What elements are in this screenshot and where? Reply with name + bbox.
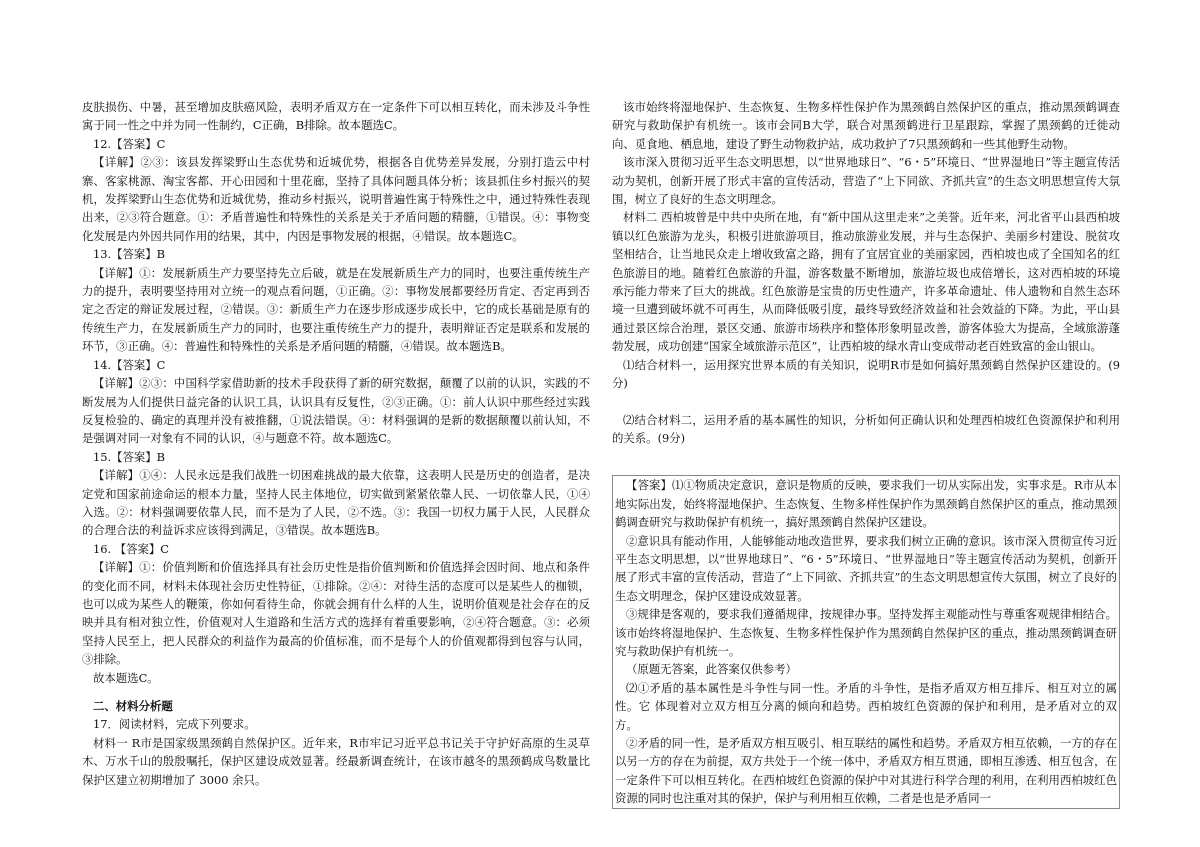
material1-paragraph-2: 该市始终将湿地保护、生态恢复、生物多样性保护作为黑颈鹤自然保护区的重点，推动黑颈鹤调查研究与救助保护有机统一。该市会同B大学，联合对黑颈鹤进行卫星跟踪，掌握了黑颈鹤的迁徙动向、觅食地、栖息地，建设了野生动物救护站，成功救护了7只黑颈鹤和一些其他野生动物。: [612, 100, 1120, 151]
answer-space: [612, 393, 1120, 411]
material1-paragraph-1: 材料一 R市是国家级黑颈鹤自然保护区。近年来，R市牢记习近平总书记关于守护好高原的生灵草木、万水千山的殷殷嘱托，保护区建设成效显著。经最新调查统计，在该市越冬的黑颈鹤成鸟数量比保护区建立初期增加了 3000 余只。: [82, 735, 590, 787]
q13-answer: 13.【答案】B: [93, 247, 166, 262]
q12-answer: 12.【答案】C: [93, 136, 166, 151]
right-column: [612, 98, 1120, 809]
answer-note: （原题无答案，此答案仅供参考）: [626, 662, 797, 677]
q15-detail: 【详解】①④：人民永远是我们战胜一切困难挑战的最大依靠，这表明人民是历史的创造者，是决定党和国家前途命运的根本力量，坚持人民主体地位，切实做到紧紧依靠人民、一切依靠人民，①④入选。②：材料强调要依靠人民，而不是为了人民，②不选。③：我国一切权力属于人民，人民群众的合理合法的利益诉求应该得到满足，③错误。故本题选B。: [82, 468, 590, 538]
q16-answer: 16. 【答案】C: [93, 541, 170, 556]
q16-detail: 【详解】①：价值判断和价值选择具有社会历史性是指价值判断和价值选择会因时间、地点和条件的变化而不同，材料未体现社会历史性特征，①排除。②④：对待生活的态度可以是某些人的枷锁，也可以成为某些人的鞭策，你如何看待生命，你就会拥有什么样的人生，说明价值观是社会存在的反映并具有相对独立性，价值观对人生道路和生活方式的选择有着重要影响，②④符合题意。③：必须坚持人民至上，把人民群众的利益作为最高的价值标准，而不是每个人的价值观都得到包容与认同，③排除。: [82, 560, 590, 667]
answer-2-part-2: ②矛盾的同一性，是矛盾双方相互吸引、相互联结的属性和趋势。矛盾双方相互依赖，一方的存在以另一方的存在为前提，双方共处于一个统一体中，矛盾双方相互贯通，即相互渗透、相互包含，在一定条件下可以相互转化。在西柏坡红色资源的保护中对其进行科学合理的利用，在利用西柏坡红色资源的同时也注重对其的保护，保护与利用相互依赖，二者是也是矛盾同一: [615, 736, 1117, 806]
answer-box: [612, 475, 1120, 808]
answer-1-part-1: 【答案】⑴①物质决定意识，意识是物质的反映，要求我们一切从实际出发，实事求是。R市从本地实际出发，始终将湿地保护、生态恢复、生物多样性保护作为黑颈鹤自然保护区的重点，推动黑颈鹤调查研究与救助保护有机统一，搞好黑颈鹤自然保护区建设。: [615, 478, 1117, 530]
q16-conclusion: 故本题选C。: [93, 670, 159, 685]
answer-space: [612, 447, 1120, 475]
section-title: 二、材料分析题: [93, 699, 173, 713]
answer-2-part-1: ⑵①矛盾的基本属性是斗争性与同一性。矛盾的斗争性，是指矛盾双方相互排斥、相互对立的属性。它 体现着对立双方相互分离的倾向和趋势。西柏坡红色资源的保护和利用，是矛盾对立的双方。: [615, 680, 1117, 732]
material2-paragraph: 材料二 西柏坡曾是中共中央所在地，有“新中国从这里走来”之美誉。近年来，河北省平山县西柏坡镇以红色旅游为龙头，积极引进旅游项目，推动旅游业发展，并与生态保护、美丽乡村建设、脱贫攻坚相结合，让当地民众走上增收致富之路，拥有了宜居宜业的美丽家园，西柏坡也成了全国知名的红色旅游目的地。随着红色旅游的升温，游客数量不断增加，旅游垃圾也成倍增长，这对西柏坡的环境承污能力带来了巨大的挑战。红色旅游是宝贵的历史性遗产，许多革命遗址、伟人遗物和自然生态环境一旦遭到破坏就不可再生，从而降低吸引度，最终导致经济效益和社会效益的下降。为此，平山县通过景区综合治理，景区交通、旅游市场秩序和整体形象明显改善，游客体验大为提高，全域旅游蓬勃发展，成功创建“国家全域旅游示范区”，让西柏坡的绿水青山变成带动老百姓致富的金山银山。: [612, 210, 1120, 354]
left-column: [82, 98, 590, 789]
answer-1-part-3: ③规律是客观的，要求我们遵循规律，按规律办事。坚持发挥主观能动性与尊重客观规律相结合。该市始终将湿地保护、生态恢复、生物多样性保护作为黑颈鹤自然保护区的重点，推动黑颈鹤调查研究与救助保护有机统一。: [615, 607, 1117, 658]
q14-detail: 【详解】②③：中国科学家借助新的技术手段获得了新的研究数据，颠覆了以前的认识，实践的不断发展为人们提供日益完备的认识工具，认识具有反复性，②③正确。①：前人认识中那些经过实践反复检验的、确定的真理并没有被推翻，①说法错误。④：材料强调的是新的数据颠覆以前认知，不是强调对同一对象有不同的认识，④与题意不符。故本题选C。: [82, 376, 590, 446]
q17-intro: 17．阅读材料，完成下列要求。: [93, 717, 256, 732]
q15-answer: 15.【答案】B: [93, 449, 166, 464]
question-1: ⑴结合材料一，运用探究世界本质的有关知识，说明R市是如何搞好黑颈鹤自然保护区建设的。(9分): [612, 357, 1120, 391]
q14-answer: 14.【答案】C: [93, 357, 166, 372]
q13-detail: 【详解】①：发展新质生产力要坚持先立后破，就是在发展新质生产力的同时，也要注重传统生产力的提升，表明要坚持用对立统一的观点看问题，①正确。②：事物发展都要经历肯定、否定再到否定之否定的辩证发展过程，②错误。③：新质生产力在逐步形成逐步成长中，它的成长基础是原有的传统生产力，在发展新质生产力的同时，也要注重传统生产力的提升，表明辩证否定是联系和发展的环节，③正确。④：普遍性和特殊性的关系是矛盾问题的精髓，④错误。故本题选B。: [82, 265, 590, 354]
question-2: ⑵结合材料二，运用矛盾的基本属性的知识，分析如何正确认识和处理西柏坡红色资源保护和利用的关系。(9分): [612, 412, 1120, 445]
spacer: [82, 687, 590, 697]
answer-1-part-2: ②意识具有能动作用，人能够能动地改造世界，要求我们树立正确的意识。该市深入贯彻宣传习近平生态文明思想，以“世界地球日”、“6・5”环境日、“世界湿地日”等主题宣传活动为契机，创新开展了形式丰富的宣传活动，营造了“上下同欲、齐抓共宣”的生态文明思想宣传大氛围，树立了良好的生态文明理念，保护区建设成效显著。: [615, 533, 1117, 603]
material1-paragraph-3: 该市深入贯彻习近平生态文明思想，以“世界地球日”、“6・5”环境日、“世界湿地日”等主题宣传活动为契机，创新开展了形式丰富的宣传活动，营造了“上下同欲、齐抓共宣”的生态文明思想宣传大氛围，树立了良好的生态文明理念。: [612, 155, 1120, 207]
q12-detail: 【详解】②③：该县发挥梁野山生态优势和近城优势，根据各自优势差异发展，分别打造云中村寨、客家桃源、淘宝客都、开心田园和十里花廊，坚持了具体问题具体分析；该县抓住乡村振兴的契机，发挥梁野山生态优势和近城优势，推动乡村振兴，说明普遍性寓于特殊性之中，通过特殊性表现出来，②③符合题意。①：矛盾普遍性和特殊性的关系是关于矛盾问题的精髓，①错误。④：事物变化发展是内外因共同作用的结果，其中，内因是事物发展的根据，④错误。故本题选C。: [82, 155, 590, 243]
q11-answer-tail: 皮肤损伤、中暑，甚至增加皮肤癌风险，表明矛盾双方在一定条件下可以相互转化，而未涉及斗争性寓于同一性之中并为同一性制约，C正确，B排除。故本题选C。: [82, 100, 590, 133]
